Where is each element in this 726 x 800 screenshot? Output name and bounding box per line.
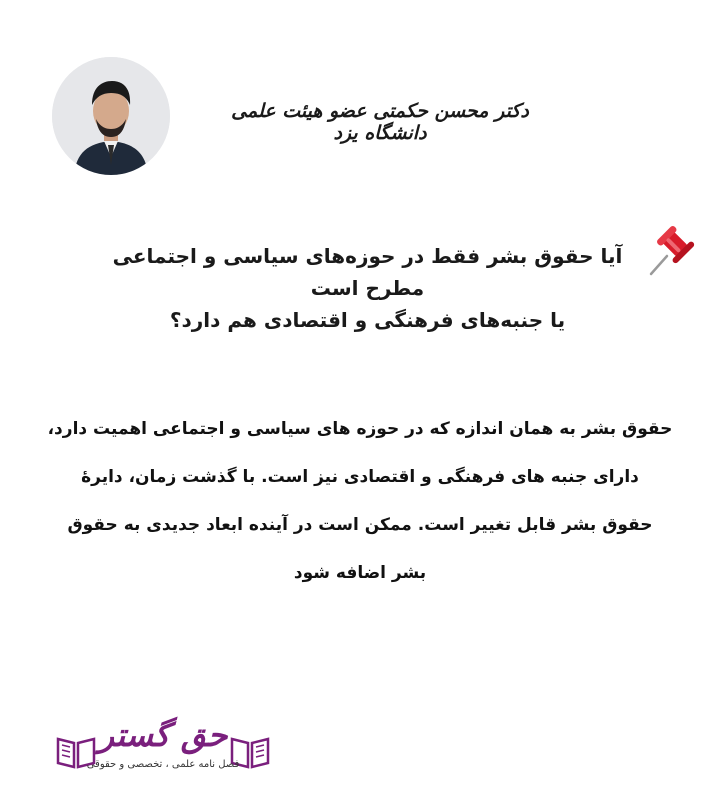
answer-line: حقوق بشر به همان اندازه که در حوزه های سیاسی و اجتماعی اهمیت دارد، <box>47 419 673 439</box>
person-photo-icon <box>52 57 170 175</box>
question-line: آیا حقوق بشر فقط در حوزه‌های سیاسی و اجتماعی مطرح است <box>112 244 623 300</box>
answer-line: دارای جنبه های فرهنگی و اقتصادی نیز است. با گذشت زمان، دایرهٔ <box>81 467 639 487</box>
author-avatar <box>52 57 170 175</box>
logo-title: حق گستر <box>98 716 228 754</box>
question-heading <box>95 240 640 336</box>
author-title: دکتر محسن حکمتی عضو هیئت علمی دانشگاه یزد <box>231 100 529 144</box>
answer-line: بشر اضافه شود <box>293 563 427 583</box>
brand-logo <box>52 715 274 795</box>
question-line: یا جنبه‌های فرهنگی و اقتصادی هم دارد؟ <box>169 308 566 332</box>
pushpin-icon <box>643 222 701 280</box>
answer-paragraph <box>40 405 680 597</box>
answer-line: حقوق بشر قابل تغییر است. ممکن است در آینده ابعاد جدیدی به حقوق <box>67 515 653 535</box>
logo-subtitle: فصل نامه علمی ، تخصصی و حقوقی <box>86 759 240 770</box>
